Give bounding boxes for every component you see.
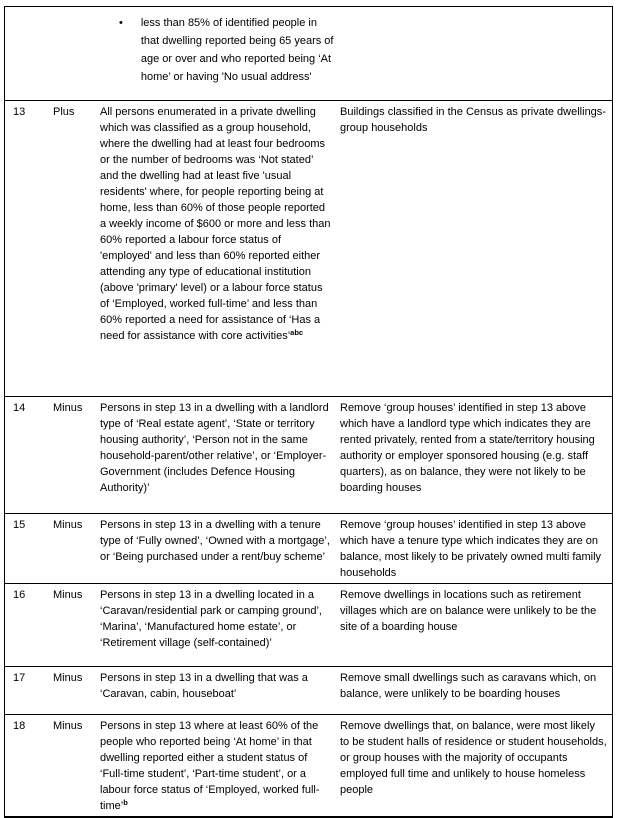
table-row bbox=[5, 397, 612, 514]
description-cell bbox=[100, 715, 340, 816]
description-cell bbox=[100, 7, 340, 100]
operation-label: Minus bbox=[53, 589, 83, 601]
census-classification-steps-table bbox=[4, 6, 613, 818]
description-text: Persons in step 13 in a dwelling with a tenure type of ‘Fully owned’, ‘Owned with a mortgage’, or ‘Being purchased under a rent/buy scheme’ bbox=[100, 519, 330, 563]
explanation-text: Remove ‘group houses’ identified in step 13 above which have a landlord type which indicates they are rented privately, rented from a state/territory housing authority or employer sponsored housing (e.g. staff quarters), as on balance, they were not likely to be boarding houses bbox=[340, 402, 595, 494]
operation-cell bbox=[53, 7, 100, 100]
description-cell bbox=[100, 667, 340, 714]
step-number: 15 bbox=[13, 519, 26, 531]
table-row bbox=[5, 101, 612, 397]
bullet-icon: • bbox=[119, 17, 123, 29]
explanation-text: Buildings classified in the Census as private dwellings-group households bbox=[340, 106, 606, 134]
explanation-text: Remove small dwellings such as caravans which, on balance, were unlikely to be boarding houses bbox=[340, 672, 597, 700]
step-number: 14 bbox=[13, 402, 26, 414]
description-cell bbox=[100, 584, 340, 666]
step-cell bbox=[5, 7, 53, 100]
explanation-cell bbox=[340, 7, 612, 100]
footnote-marker: abc bbox=[290, 328, 304, 337]
description-text: Persons in step 13 in a dwelling that was a ‘Caravan, cabin, houseboat’ bbox=[100, 672, 308, 700]
description-cell bbox=[100, 397, 340, 513]
operation-label: Minus bbox=[53, 519, 83, 531]
bullet-item-text: less than 85% of identified people in that dwelling reported being 65 years of age or over and who reported being ‘At home’ or having 'No usual address' bbox=[140, 17, 334, 83]
table-row bbox=[5, 584, 612, 667]
step-number: 18 bbox=[13, 720, 26, 732]
description-text: All persons enumerated in a private dwelling which was classified as a group household, where the dwelling had at least four bedrooms or the number of bedrooms was ‘Not stated’ and the dwelling had at least five 'usual residents' where, for people reporting being at home, less than 60% of those people reported a weekly income of $600 or more and less than 60% reported a labour force status of 'employed' and less than 60% reported either attending any type of educational institution (above 'primary' level) or a labour force status of ‘Employed, worked full-time’ and less than 60% reported a need for assistance of ‘Has a need for assistance with core activities’ bbox=[100, 106, 331, 342]
table-row bbox=[5, 7, 612, 101]
description-text: Persons in step 13 where at least 60% of the people who reported being ‘At home’ in that dwelling reported either a student status of ‘Full-time student’, ‘Part-time student’, or a labour force status of ‘Employed, worked full-time’ bbox=[100, 720, 320, 812]
explanation-text: Remove dwellings in locations such as retirement villages which are on balance were unlikely to be the site of a boarding house bbox=[340, 589, 597, 633]
operation-label: Minus bbox=[53, 720, 83, 732]
bullet-list-item bbox=[100, 10, 334, 86]
table-row bbox=[5, 667, 612, 715]
table-row bbox=[5, 715, 612, 816]
explanation-text: Remove dwellings that, on balance, were most likely to be student halls of residence or student households, or group houses with the majority of occupants employed full time and unlikely to house homeless people bbox=[340, 720, 607, 796]
description-text: Persons in step 13 in a dwelling with a landlord type of ‘Real estate agent’, ‘State or territory housing authority’, ‘Person not in the same household-parent/other relative’, or ‘Employer-Government (includes Defence Housing Authority)’ bbox=[100, 402, 329, 494]
explanation-text: Remove ‘group houses’ identified in step 13 above which have a tenure type which indicates they are on balance, most likely to be privately owned multi family households bbox=[340, 519, 602, 579]
operation-label: Minus bbox=[53, 402, 83, 414]
operation-label: Plus bbox=[53, 106, 75, 118]
description-cell bbox=[100, 101, 340, 396]
step-number: 16 bbox=[13, 589, 26, 601]
operation-label: Minus bbox=[53, 672, 83, 684]
description-text: Persons in step 13 in a dwelling located in a ‘Caravan/residential park or camping ground’, ‘Marina’, ‘Manufactured home estate’, or ‘Retirement village (self-contained)’ bbox=[100, 589, 322, 649]
description-cell bbox=[100, 514, 340, 583]
footnote-marker: b bbox=[123, 798, 128, 807]
step-number: 17 bbox=[13, 672, 26, 684]
step-number: 13 bbox=[13, 106, 26, 118]
table-row bbox=[5, 514, 612, 584]
